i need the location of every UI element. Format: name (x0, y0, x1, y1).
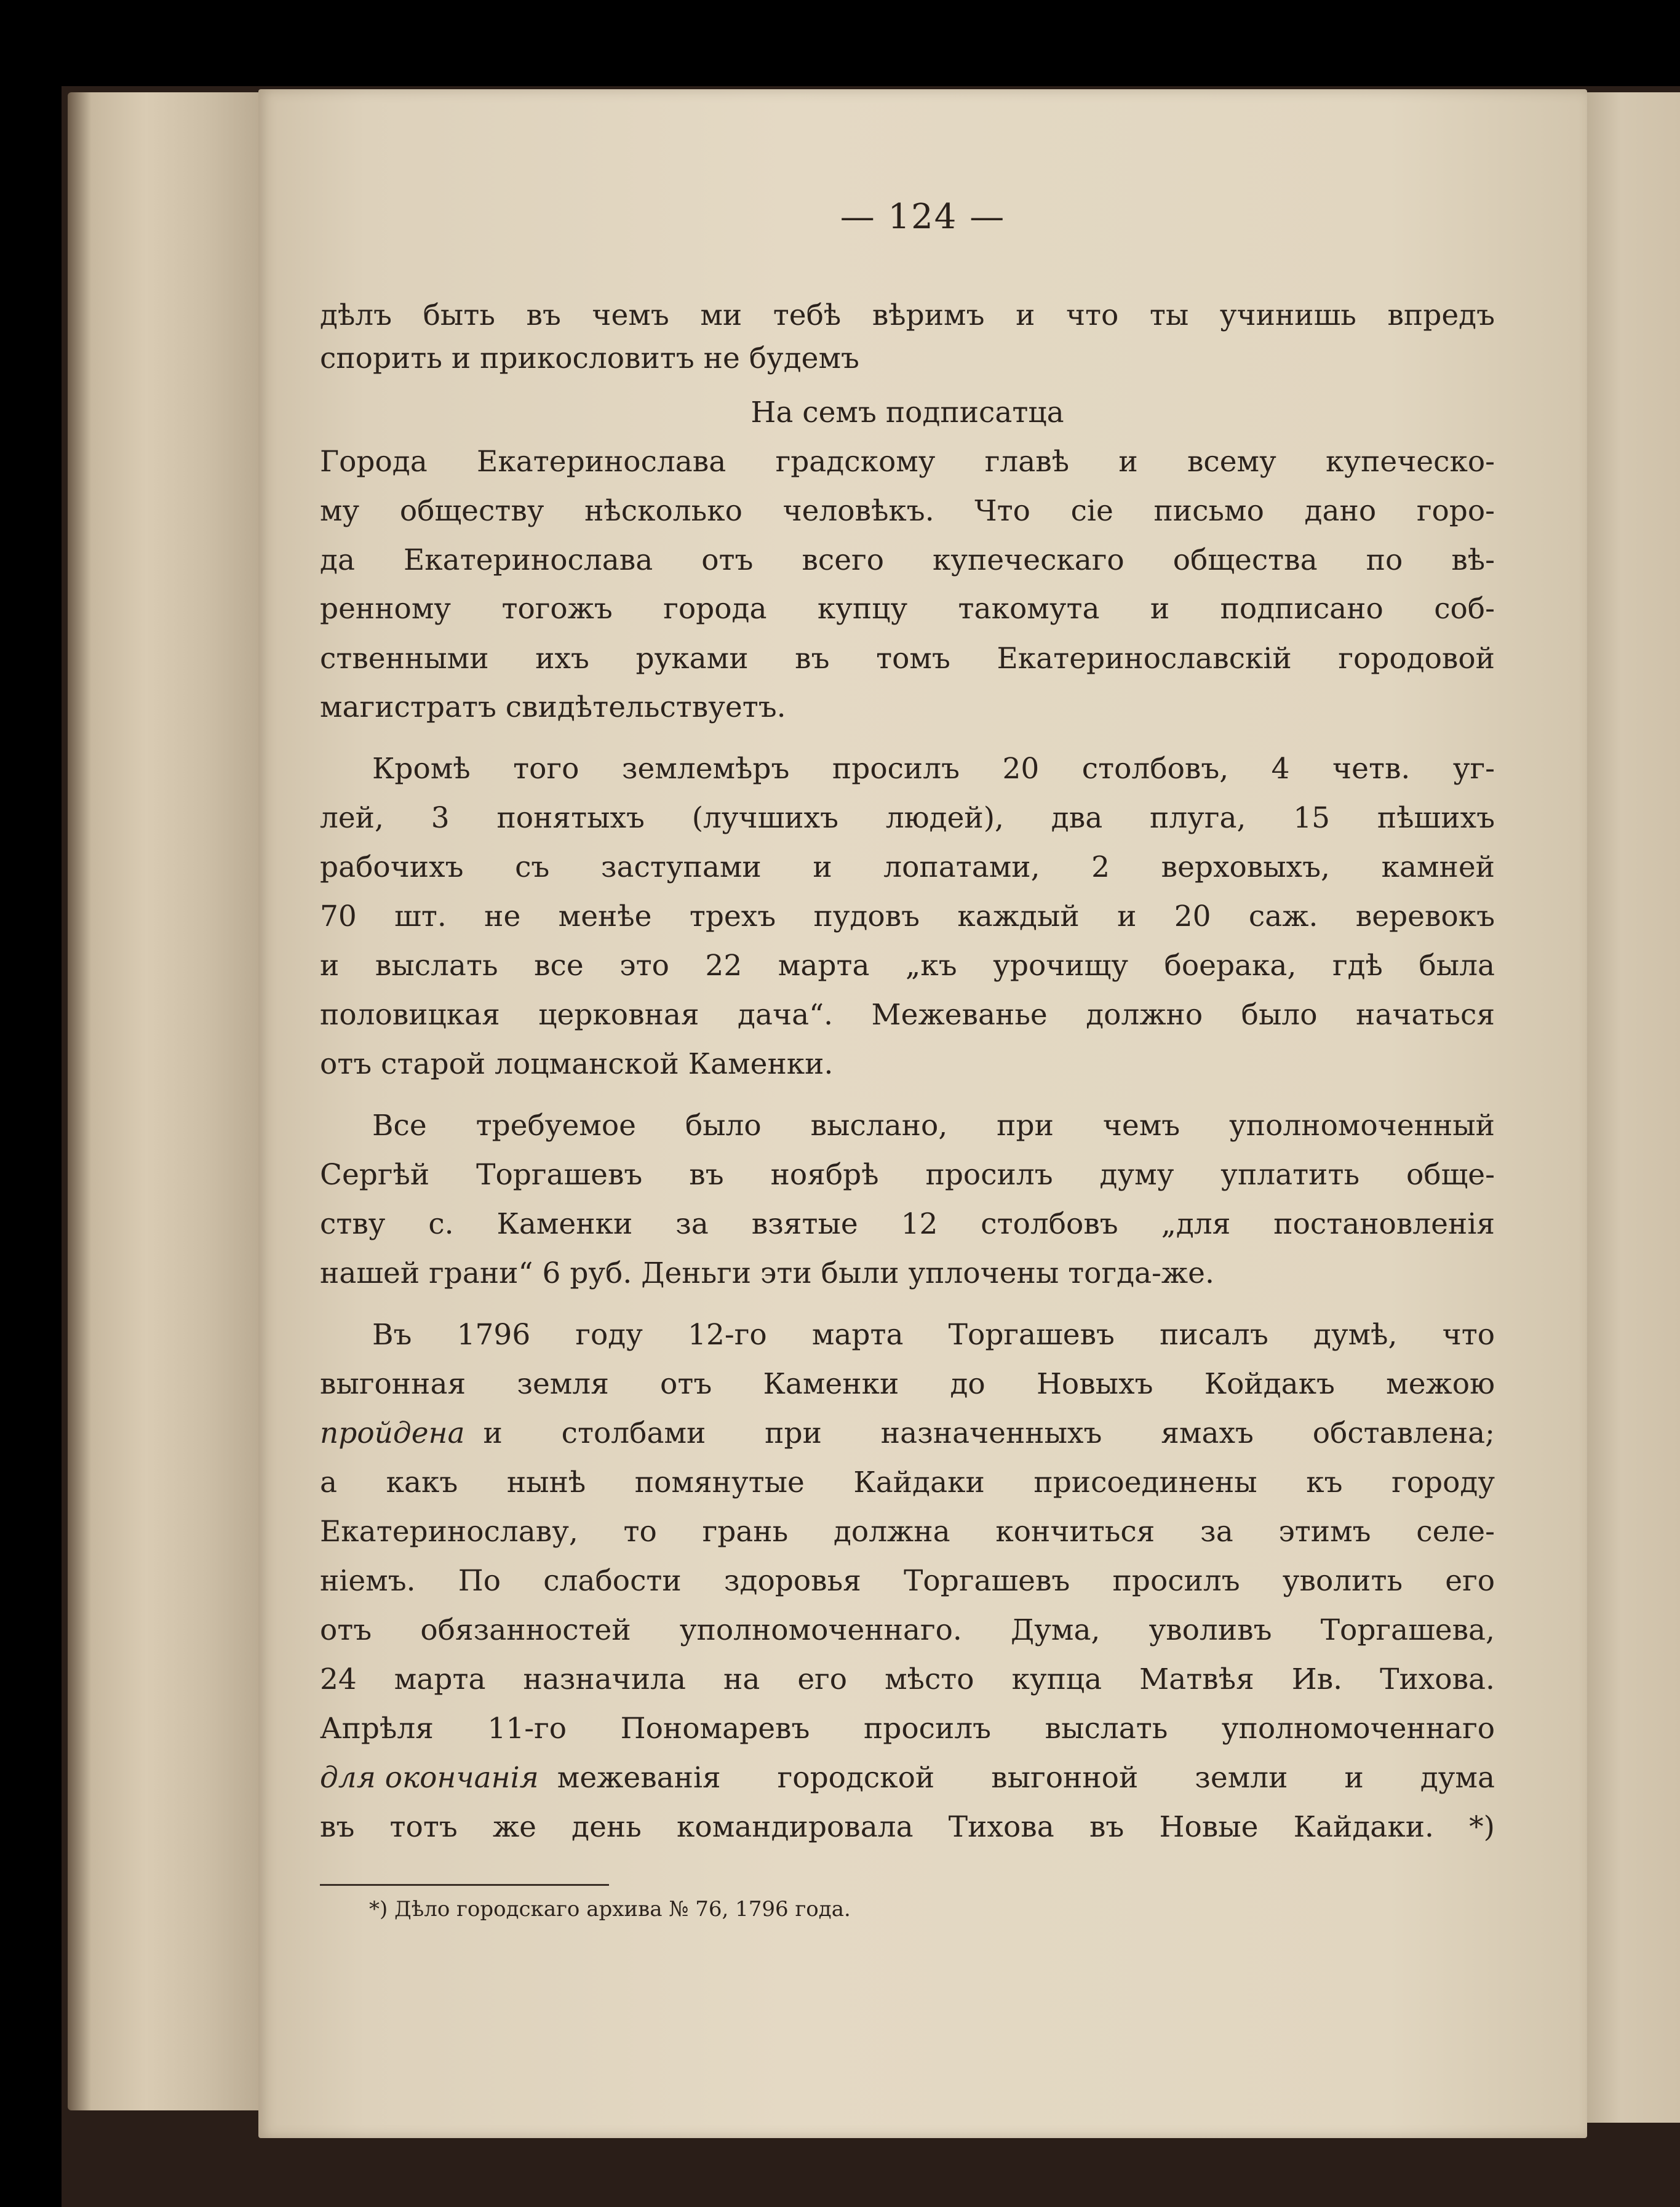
line-remainder: и столбами при назначенныхъ ямахъ обставлена; (483, 1416, 1495, 1450)
text-line: рабочихъ съ заступами и лопатами, 2 верховыхъ, камней (320, 850, 1495, 884)
text-line: 70 шт. не менѣе трехъ пудовъ каждый и 20 саж. веревокъ (320, 900, 1495, 933)
text-line: а какъ нынѣ помянутые Кайдаки присоединены къ городу (320, 1466, 1495, 1499)
text-line: дѣлъ быть въ чемъ ми тебѣ вѣримъ и что ты учинишь впредъ (320, 298, 1495, 332)
footnote-divider (320, 1884, 609, 1886)
text-line: ству с. Каменки за взятые 12 столбовъ „для постановленія (320, 1207, 1495, 1241)
text-line: Апрѣля 11-го Пономаревъ просилъ выслать уполномоченнаго (320, 1712, 1495, 1746)
text-line: ственными ихъ руками въ томъ Екатеринославскій городовой (320, 642, 1495, 676)
text-line: Сергѣй Торгашевъ въ ноябрѣ просилъ думу уплатить обще- (320, 1158, 1495, 1192)
text-line: му обществу нѣсколько человѣкъ. Что сіе письмо дано горо- (320, 494, 1495, 528)
next-page-edge (1581, 92, 1680, 2123)
text-line (320, 1757, 1495, 1800)
footnote: *) Дѣло городскаго архива № 76, 1796 года. (369, 1897, 851, 1922)
italic-phrase: для окончанія (320, 1761, 539, 1795)
text-line: Екатеринославу, то грань должна кончиться за этимъ селе- (320, 1515, 1495, 1549)
text-line: На семъ подписатца (750, 396, 1064, 429)
text-line: ніемъ. По слабости здоровья Торгашевъ просилъ уволить его (320, 1564, 1495, 1598)
text-line: въ тотъ же день командировала Тихова въ Новые Кайдаки. *) (320, 1810, 1495, 1844)
text-line: магистратъ свидѣтельствуетъ. (320, 690, 786, 724)
text-line: Города Екатеринослава градскому главѣ и всему купеческо- (320, 445, 1495, 479)
text-line: отъ старой лоцманской Каменки. (320, 1047, 834, 1081)
text-line: и выслать все это 22 марта „къ урочищу боерака, гдѣ была (320, 949, 1495, 983)
text-line: спорить и прикословитъ не будемъ (320, 341, 859, 375)
page-number: — 124 — (840, 197, 1006, 237)
text-line: да Екатеринослава отъ всего купеческаго общества по вѣ- (320, 543, 1495, 577)
text-line (320, 1412, 1495, 1455)
text-line: Кромѣ того землемѣръ просилъ 20 столбовъ, 4 четв. уг- (372, 752, 1495, 786)
text-line: Въ 1796 году 12-го марта Торгашевъ писалъ думѣ, что (372, 1318, 1495, 1352)
text-line: нашей грани“ 6 руб. Деньги эти были уплочены тогда-же. (320, 1256, 1214, 1290)
text-line: 24 марта назначила на его мѣсто купца Матвѣя Ив. Тихова. (320, 1662, 1495, 1696)
italic-word: пройдена (320, 1416, 465, 1450)
page-edges (68, 92, 265, 2110)
text-line: лей, 3 понятыхъ (лучшихъ людей), два плуга, 15 пѣшихъ (320, 801, 1495, 835)
line-remainder: межеванія городской выгонной земли и дума (557, 1761, 1495, 1795)
text-line: половицкая церковная дача“. Межеванье должно было начаться (320, 998, 1495, 1032)
text-line: ренному тогожъ города купцу такомута и подписано соб- (320, 592, 1495, 626)
text-line: выгонная земля отъ Каменки до Новыхъ Койдакъ межою (320, 1367, 1495, 1401)
text-line: отъ обязанностей уполномоченнаго. Дума, уволивъ Торгашева, (320, 1613, 1495, 1647)
text-line: Все требуемое было выслано, при чемъ уполномоченный (372, 1109, 1495, 1143)
